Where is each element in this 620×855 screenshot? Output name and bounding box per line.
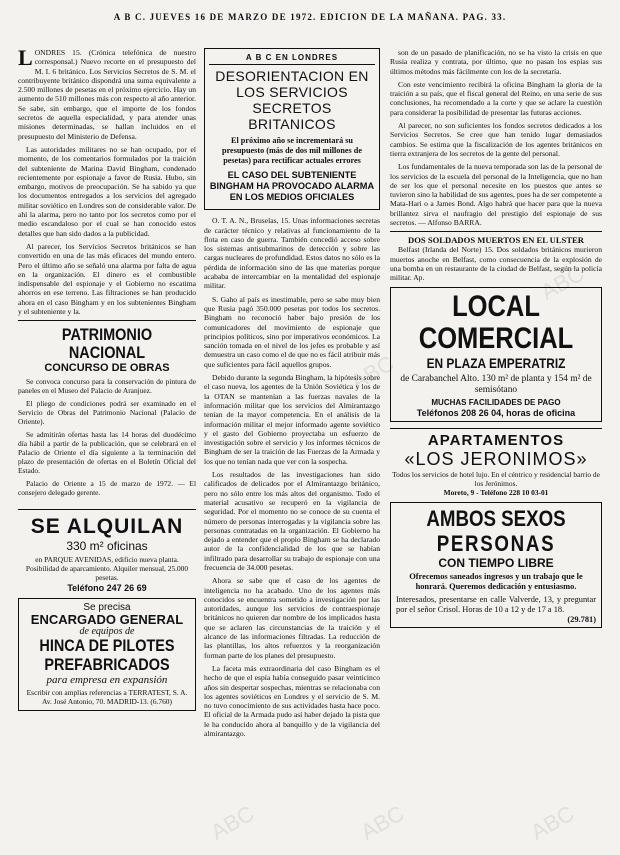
ad-subtitle: 330 m² oficinas [66,539,148,554]
ad-kicker: Se precisa [83,601,131,613]
headline-sub: El próximo año se incrementará su presupuesto (más de dos mil millones de pesetas) para rectificar actuales errores [222,136,362,166]
ad-title: PERSONAS [436,531,556,557]
ad-phone: Teléfonos 208 26 04, horas de oficina [416,407,576,418]
headline-sub2: EL CASO DEL SUBTENIENTE BINGHAM HA PROVOCADO ALARMA EN LOS MEDIOS OFICIALES [209,170,375,203]
watermark: ABC [526,800,579,845]
ad-title: COMERCIAL [418,321,574,355]
article-paragraph: Al parecer, los Servicios Secretos británicos se han convertido en una de las más eficaces del mundo entero. Pero el último año se señaló una alarma por falta de agua en la organización. El dinero es el combustible indispensable del espionaje y el Gobierno no escatima ahorros en ese terreno. Las filtraciones se han producido ahora en el caso Bingham y en los subtenientes Bingham y el subteniente y la. [18,241,196,317]
ad-text: Todos los servicios de hotel lujo. En el céntrico y residencial barrio de los Jerónimos. [392,470,600,489]
ad-title: SE ALQUILAN [30,515,184,539]
ad-text: Se convoca concurso para la conservación de pintura de paneles en el Museo del Palacio de Aranjuez. [18,377,196,396]
ad-title: «LOS JERONIMOS» [404,449,588,470]
ad-text: para empresa en expansión [46,674,168,687]
ad-subtitle: EN PLAZA EMPERATRIZ [426,354,566,371]
ad-text: MUCHAS FACILIDADES DE PAGO [431,397,561,407]
column-left [18,48,196,717]
ad-encargado [18,598,196,711]
watermark: ABC [206,800,259,845]
article-paragraph: Debido durante la segunda Bingham, la hipótesis sobre el caso nueva, los agentes de la Unión Soviética y los de la OTAN se mantenían a las fuerzas navales de la información militar que los servicios del Almirantazgo tenían de la mayor competencia. En el análisis de la información militar el mejor informado agente soviético y el gasto del Gobierno proyectaba un esfuerzo de investigación sobre el servicio y los informes técnicos de Bingham de ser la traición de las Fuerzas de la Armada y los que no tenían nada que ver con la sospecha. [204,373,380,466]
ad-ref: (29.781) [567,615,596,625]
ad-title: AMBOS SEXOS [426,506,566,532]
ad-patrimonio [18,324,196,503]
ad-text: Palacio de Oriente a 15 de marzo de 1972. — El consejero delegado gerente. [18,479,196,498]
article-paragraph: Al parecer, no son suficientes los fondos secretos dedicados a los Servicios Secretos. Se cree que han tenido lugar demasiados cambios. Se estima que la fiscalización de los agentes británicos en tierra extranjera de los secretos de la gente del personal. [390,121,602,158]
ad-title: ENCARGADO GENERAL [30,611,184,627]
news-headline: DOS SOLDADOS MUERTOS EN EL ULSTER [408,235,584,246]
ad-phone: Moreto, 9 - Teléfono 228 10 03-01 [443,488,549,498]
ad-text: Se admitirán ofertas hasta las 14 horas del duodécimo día hábil a partir de la publicación, que se celebrará en el Palacio de Oriente el día siguiente a la terminación del plazo de presentación de ofertas en el Boletín Oficial del Estado. [18,430,196,476]
ad-phone: Teléfono 247 26 69 [67,583,147,594]
article-paragraph: Ahora se sabe que el caso de los agentes de inteligencia no ha acabado. Uno de los agentes más conocidos se encuentra sometido a investigación por las autoridades, aunque los servicios de contraespionaje británicos no quieren dar nombre de los implicados hasta que se aclaren las circunstancias de la traición y el alcance de las informaciones filtradas. La reducción de las plantillas, los altos refuerzos y la reorganización forman parte de los planes del presupuesto. [204,576,380,660]
ad-subtitle: CON TIEMPO LIBRE [438,556,554,571]
ad-local [390,287,602,423]
ad-ambos [390,502,602,628]
ad-text: en PARQUE AVENIDAS, edificio nueva planta. Posibilidad de aparcamiento. Alquiler mensual, 25.000 pesetas. [25,555,189,583]
watermark: ABC [536,260,589,305]
ad-text: Ofrecemos saneados ingresos y un trabajo que le honrará. Queremos dedicación y entusiasmo. [409,572,583,592]
article-paragraph: S. Gaho al país es inestimable, pero se sabe muy bien que Rusia pagó 350.000 pesetas por todos los secretos. Bingham no reconoció haber bajo presión de los comunicadores del movimiento de espionaje que principios políticos, sino por imperativos económicos. La sanción tomada en el nivel de los jefes es probable y así demuestra un caso como el de que no es fácil atribuir más que suficientes para fácil aquellos grupos. [204,294,380,369]
headline-box [204,48,380,210]
article-paragraph: La faceta más extraordinaria del caso Bingham es el hecho de que el espía había conseguido pasar veinticinco años sin despertar sospechas, mientras se relacionaba con los agentes soviéticos en Londres y el servicio de S. M. no tuvo conocimiento de sus actividades hasta hace poco. El oficial de la Armada pudo así haber dejado la pista que le ha conducido ahora al banquillo y de la vigilancia del almirantazgo. [204,663,380,739]
ad-title: LOCAL [452,289,540,323]
article-london [18,48,196,316]
dropcap: L [18,48,33,70]
column-right [390,48,602,634]
article-paragraph: O. T. A. N., Bruselas, 15. Unas informaciones secretas de carácter técnico y relativas al funcionamiento de la flota en caso de guerra. También concedió acceso sobre los sistemas antisubmarinos de detección y sobre las cargas nucleares de profundidad. Estos datos no sólo es la pérdida de información sino de las que materias porque acababa de intercambiar en la mentalidad del espionaje militar. [204,216,380,291]
ad-subtitle: CONCURSO DE OBRAS [44,362,170,375]
article-paragraph: Belfast (Irlanda del Norte) 15. Dos soldados británicos murieron muertos anoche en Belfast, como consecuencia de la explosión de una bomba en un restaurante de la ciudad de Belfast, según la policía militar. Ap. [390,245,602,283]
ad-text: El pliego de condiciones podrá ser examinado en el Servicio de Obras del Patrimonio Nacional (Palacio de Oriente). [18,399,196,427]
ad-contact: Escribir con amplias referencias a TERRATEST, S. A. Av. José Antonio, 70. MADRID-13. (6.760) [26,687,188,706]
article-paragraph: Los fundamentales de la nueva temporada son las de la personal de los servicios de la escuela del personal de la Inteligencia, que no han de ser los que el personal necesite en los puestos que antes se tuvieron sino la habilidad de sus agentes, pues ha de ser competente a Mata-Hari o a James Bond. Algo habrá que hacer para que la nueva brillantez sirva el naufragio del prestigio del espionaje de sus secretos. — Alfonso BARRA. [390,162,602,228]
page-header: A B C. JUEVES 16 DE MARZO DE 1972. EDICION DE LA MAÑANA. PAG. 33. [113,12,507,22]
article-paragraph: Los resultados de las investigaciones han sido calificados de delicados por el Almirantazgo británico, pero no sólo entre los más altos del organismo. Todo el material acusativo se recuperó en la vigilancia de seguridad. Por el momento no se conoce de su cuenta el número de personas interrogadas y la vigilancia sobre las personas contratadas en la organización. El Gobierno ha dejado a entender que el propio Bingham se ha declarado autor de la confidencialidad de los que se habían infiltrado para desarrollar su trabajo de espionaje con una frecuencia de 34.000 pesetas. [204,470,380,572]
ad-title: PATRIMONIO NACIONAL [61,325,153,363]
column-middle [204,48,380,742]
ad-text: de equipos de [79,625,135,637]
headline-kicker: A B C EN LONDRES [209,53,375,65]
article-paragraph: Las autoridades militares no se han ocupado, por el momento, de los comentarios formulados por la traición del subteniente de Marina David Bingham, condenado recientemente por espionaje a favor de Rusia. Hubo, sin embargo, motivos de preocupación. Se ha sabido ya que los documentos entregados a los servicios del agregado militar soviético en Londres son de considerable valor. De ahí la alarma, pero no tanto por los secretos como por el medio escandaloso por el cual se han conocido estos detalles que han sido dados a la publicidad. [18,144,196,238]
ad-text: de Carabanchel Alto. 130 m² de planta y 154 m² de semisótano [400,373,592,395]
ad-apartamentos [390,432,602,497]
ad-headline: HINCA DE PILOTES [39,636,175,656]
headline-main: DESORIENTACION EN LOS SERVICIOS SECRETOS BRITANICOS [215,68,369,133]
article-lead: ONDRES 15. (Crónica telefónica de nuestro corresponsal.) Nuevo recorte en el presupuesto del M. I. 6 británico. Los Servicios Secretos de S. M. el contribuyente británico dispondrá una suma equivalente a 2.500 millones de pesetas en el próximo ejercicio. Hay un aumento de 510 millones más con respecto al año anterior. Se sabe, sin embargo, que el importe de los fondos secretos de aquella especialidad, y para atender unas misiones determinadas, se hallan incluidos en el presupuesto del Ministerio de Defensa. [18,48,196,141]
article-paragraph: son de un pasado de planificación, no se ha visto la crisis en que Rusia realiza y contrata, por último, que no pasan los espías sus últimos métodos más fácilmente con los de la secretaría. [390,48,602,76]
ad-title: APARTAMENTOS [427,432,565,450]
watermark: ABC [356,800,409,845]
ad-alquilan [18,513,196,597]
article-paragraph: Con este vencimiento recibirá la oficina Bingham la gloria de la traición a su país, que el fiscal general del Reino, en una serie de sus conclusiones, ha recomendado a la corte y que se aclare la cuestión para considerar la posibilidad de presentar las futuras acciones. [390,79,602,117]
ad-headline: PREFABRICADOS [44,655,170,675]
ad-text: Interesados, presentarse en calle Valverde, 13, y preguntar por el señor Crisol. Horas de 10 a 12 y de 17 a 18. [396,595,596,615]
watermark: ABC [346,350,399,395]
